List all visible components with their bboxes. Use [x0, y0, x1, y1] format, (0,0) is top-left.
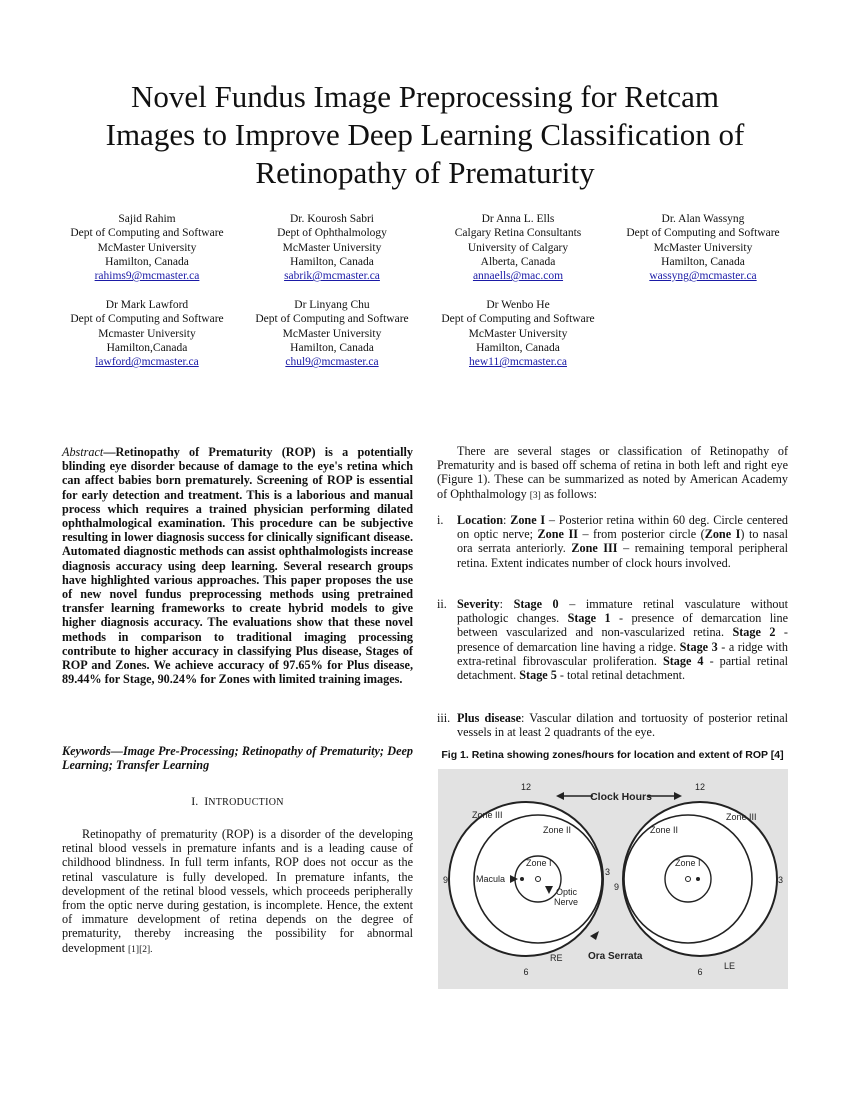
abstract [62, 445, 413, 686]
list-text: - total retinal detachment. [556, 668, 686, 683]
author-block [57, 298, 237, 369]
author-organization: McMaster University [282, 241, 382, 254]
author-location: Hamilton, Canada [476, 341, 560, 354]
author-email-link[interactable]: chul9@mcmaster.ca [285, 356, 379, 369]
arrowhead-icon [590, 931, 599, 940]
author-affiliation: Dept of Computing and Software [626, 227, 780, 240]
stage-term: Stage 1 [567, 611, 611, 626]
author-name: Dr Wenbo He [486, 299, 550, 311]
list-text: – from posterior circle ( [577, 527, 705, 542]
stage-term: Stage 0 [513, 597, 559, 611]
list-text: – remaining temporal peripheral retina. Extent indicates number of clock hours involved. [457, 541, 788, 570]
author-name: Dr Anna L. Ells [481, 213, 555, 225]
author-organization: McMaster University [468, 327, 568, 340]
right-intro-paragraph [437, 444, 788, 503]
figure-caption: Fig 1. Retina showing zones/hours for location and extent of ROP [4] [441, 749, 784, 761]
list-number: i. [437, 513, 444, 527]
author-location: Hamilton, Canada [290, 341, 374, 354]
author-block [242, 298, 422, 369]
author-affiliation: Dept of Computing and Software [255, 313, 409, 326]
right-intro-end: as follows: [543, 486, 598, 501]
author-block [428, 212, 608, 283]
le-eye-label: LE [724, 961, 736, 971]
re-hour-9: 9 [443, 875, 449, 885]
list-text: – Posterior retina within 60 deg. Circle centered on optic nerve; [457, 513, 788, 542]
le-hour-9: 9 [614, 882, 620, 892]
zone-term: Zone III [571, 541, 618, 556]
list-body [457, 711, 788, 739]
list-number: ii. [437, 597, 447, 611]
author-email-link[interactable]: wassyng@mcmaster.ca [649, 270, 757, 283]
section-title-rest: NTRODUCTION [208, 797, 284, 808]
author-name: Dr Linyang Chu [294, 299, 370, 311]
section-heading [62, 794, 413, 809]
list-text: ) to nasal ora serrata anteriorly. [457, 527, 788, 556]
title-line: Images to Improve Deep Learning Classification of [105, 117, 745, 152]
author-affiliation: Dept of Computing and Software [70, 313, 224, 326]
author-email-link[interactable]: lawford@mcmaster.ca [95, 356, 199, 369]
re-zone2-label: Zone II [543, 825, 572, 835]
stage-term: Stage 5 [519, 668, 557, 683]
author-organization: McMaster University [97, 241, 197, 254]
author-name: Sajid Rahim [118, 213, 176, 225]
intro-paragraph [62, 827, 413, 957]
re-macula-dot [520, 877, 524, 881]
clock-hours-label: Clock Hours [590, 791, 652, 803]
author-affiliation: Dept of Ophthalmology [277, 227, 387, 240]
author-block [613, 212, 793, 283]
stage-term: Stage 2 [732, 625, 776, 640]
author-email-link[interactable]: sabrik@mcmaster.ca [284, 270, 380, 283]
re-hour-12: 12 [520, 782, 532, 792]
nerve-label: Nerve [554, 897, 579, 907]
paper-title [60, 78, 790, 192]
author-block [57, 212, 237, 283]
list-text: – immature retinal vasculature without pathologic changes. [457, 597, 789, 626]
le-zone1-label: Zone I [675, 858, 701, 868]
re-eye-label: RE [550, 953, 563, 963]
section-number: I. [191, 794, 199, 808]
intro-text: Retinopathy of prematurity (ROP) is a disorder of the developing retinal blood vessels in premature infants and is a leading cause of childhood blindness. In full term infants, ROP does not occur as the retinal vasculature is fully developed. In premature infants, the development of the retinal blood vessels, which proceeds peripherally from the optic nerve during gestation, is incomplete. Hence, the extent of immature development of retina depends on the degree of prematurity, thereby increasing the possibility for abnormal development [62, 827, 413, 955]
list-text: - presence of demarcation line between vascularized and non-vascularized retina. [457, 611, 788, 640]
re-zone3-label: Zone III [472, 810, 503, 820]
author-name: Dr Mark Lawford [105, 299, 189, 311]
le-zone2-label: Zone II [650, 825, 679, 835]
le-zone3-label: Zone III [726, 812, 757, 822]
keywords: Keywords—Image Pre-Processing; Retinopathy of Prematurity; Deep Learning; Transfer Learning [62, 744, 413, 773]
author-email-link[interactable]: annaells@mac.com [472, 270, 564, 283]
author-affiliation: Dept of Computing and Software [70, 227, 224, 240]
abstract-label: Abstract [62, 445, 104, 459]
le-macula-dot [696, 877, 700, 881]
arrowhead-icon [556, 792, 564, 800]
list-item-plus-disease [437, 711, 788, 739]
retina-diagram [438, 769, 788, 989]
list-label: Severity [457, 597, 500, 611]
zone-term: Zone I [510, 513, 546, 527]
ora-serrata-label: Ora Serrata [588, 951, 643, 962]
author-block [428, 298, 608, 369]
author-email-link[interactable]: rahims9@mcmaster.ca [94, 270, 200, 283]
author-location: Alberta, Canada [480, 255, 556, 268]
title-line: Novel Fundus Image Preprocessing for Retcam [130, 79, 719, 114]
stage-term: Stage 4 [662, 653, 704, 668]
author-organization: McMaster University [282, 327, 382, 340]
abstract-dash: — [103, 445, 116, 459]
le-hour-12: 12 [694, 782, 706, 792]
intro-citation: [1][2]. [128, 944, 153, 955]
list-text: - partial retinal detachment. [457, 653, 788, 683]
title-line: Retinopathy of Prematurity [255, 155, 595, 190]
author-email-link[interactable]: hew11@mcmaster.ca [469, 356, 567, 369]
author-location: Hamilton,Canada [106, 341, 188, 354]
list-text: : Vascular dilation and tortuosity of posterior retinal vessels in at least 2 quadrants of the eye. [457, 711, 788, 740]
retina-figure [438, 769, 788, 989]
list-item-location [437, 513, 788, 570]
list-body: Severity: Stage 0 – immature retinal vasculature without pathologic changes. Stage 1 - presence of demarcation line between vascularized and non-vascularized retina. Stage 2 - presence of demarcation line having a ridge. Stage 3 - a ridge with extra-retinal fibrovascular proliferation. Stage 4 - partial retinal detachment. Stage 5 - total retinal detachment. [457, 597, 789, 683]
right-intro-citation: [3] [529, 490, 541, 501]
re-zone1-label: Zone I [526, 858, 552, 868]
list-body: Location: Zone I – Posterior retina within 60 deg. Circle centered on optic nerve; Zone II – from posterior circle (Zone I) to nasal ora serrata anteriorly. Zone III – remaining temporal peripheral retina. Extent indicates number of clock hours involved. [457, 513, 788, 570]
author-affiliation: Calgary Retina Consultants [454, 227, 582, 240]
list-item-severity [437, 597, 788, 682]
list-text: - presence of demarcation line having a ridge. [457, 625, 788, 654]
author-organization: McMaster University [653, 241, 753, 254]
author-block [242, 212, 422, 283]
list-number: iii. [437, 711, 451, 725]
author-name: Dr. Alan Wassyng [661, 213, 745, 225]
le-hour-6: 6 [697, 967, 703, 977]
list-label: Plus disease [457, 711, 522, 725]
section-cap: I [204, 794, 209, 808]
author-location: Hamilton, Canada [290, 255, 374, 268]
author-organization: University of Calgary [467, 241, 569, 254]
re-hour-3: 3 [605, 867, 611, 877]
author-organization: Mcmaster University [98, 327, 196, 340]
author-name: Dr. Kourosh Sabri [289, 213, 374, 225]
author-location: Hamilton, Canada [105, 255, 189, 268]
author-affiliation: Dept of Computing and Software [441, 313, 595, 326]
re-outer-circle [449, 802, 603, 956]
zone-term: Zone II [537, 527, 578, 542]
optic-label: Optic [556, 887, 578, 897]
macula-label: Macula [476, 874, 506, 884]
re-hour-6: 6 [523, 967, 529, 977]
le-hour-3: 3 [778, 875, 784, 885]
list-label: Location [457, 513, 504, 527]
abstract-text: Retinopathy of Prematurity (ROP) is a potentially blinding eye disorder because of damage to the eye's retina which can affect babies born prematurely. Screening of ROP is essential for early detection and treatment. This is a laborious and manual process which requires a trained physician performing dilated ophthalmological examination. This procedure can be subjective resulting in lower diagnosis success for clinically significant disease. Automated diagnostic methods can assist ophthalmologists increase diagnosis accuracy using deep learning. Several research groups have highlighted various approaches. This paper proposes the use of new novel fundus preprocessing methods using pretrained transfer learning frameworks to create hybrid models to give higher diagnosis accuracy. The evaluations show that these novel methods in comparison to traditional imaging processing contribute to higher accuracy in classifying Plus disease, Stages of ROP and Zones. We achieve accuracy of 97.65% for Plus disease, 89.44% for Stage, 90.24% for Zones with limited training images. [62, 445, 413, 687]
arrowhead-icon [674, 792, 682, 800]
list-text: - a ridge with extra-retinal fibrovascular proliferation. [457, 639, 789, 668]
stage-term: Stage 3 [679, 639, 718, 654]
zone-term: Zone I [704, 527, 741, 542]
right-intro-text: There are several stages or classification of Retinopathy of Prematurity and is based off schema of retina in both left and right eye (Figure 1). These can be summarized as noted by American Academy of Ophthalmology [437, 444, 788, 501]
author-location: Hamilton, Canada [661, 255, 745, 268]
